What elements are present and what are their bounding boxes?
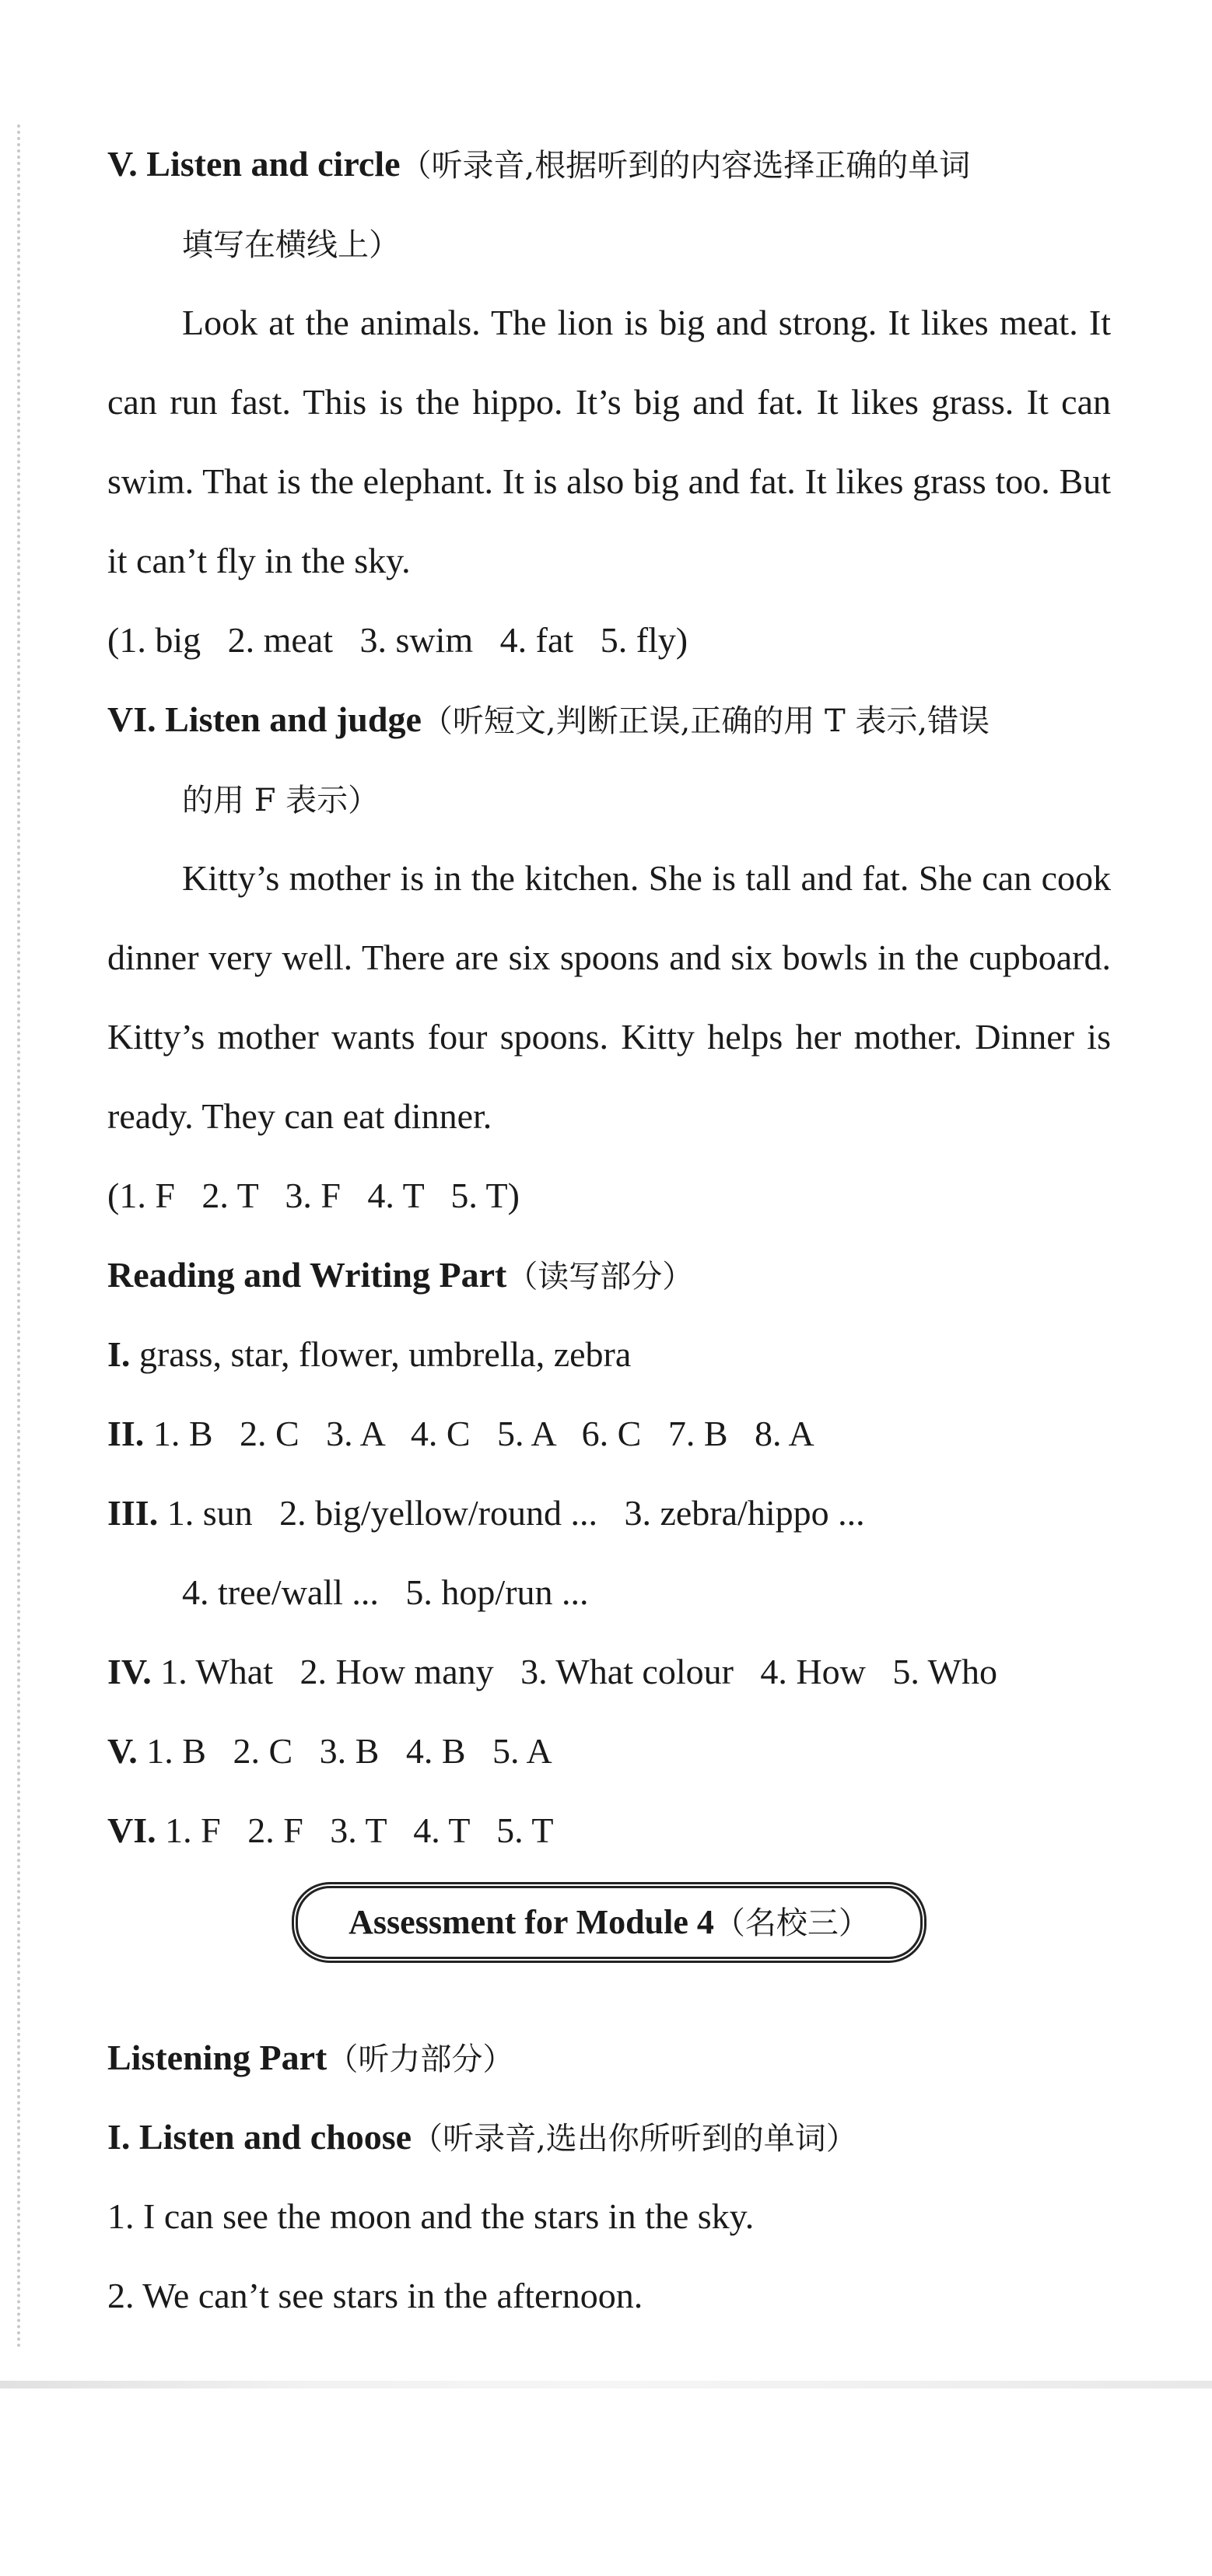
rw-item	[107, 1632, 1111, 1712]
rw-item-answers: 1. B 2. C 3. B 4. B 5. A	[146, 1731, 552, 1771]
assessment-title-zh: （名校三）	[713, 1905, 870, 1941]
assessment-title: Assessment for Module 4	[349, 1903, 714, 1941]
listen-choose-instruction: （听录音,选出你所听到的单词）	[412, 2121, 857, 2157]
section-v-answers-text: (1. big 2. meat 3. swim 4. fat 5. fly)	[107, 620, 688, 660]
assessment-title-area	[107, 1870, 1111, 2018]
listening-heading	[107, 2018, 1111, 2098]
scan-edge-smudge	[0, 2381, 1212, 2388]
rw-item-number: II.	[107, 1414, 145, 1453]
binding-dotted-line	[17, 124, 20, 2350]
listening-script-line: 1. I can see the moon and the stars in the sky.	[107, 2196, 755, 2236]
assessment-title-badge	[296, 1886, 923, 1959]
section-v-heading	[107, 124, 1111, 204]
section-vi-heading	[107, 680, 1111, 759]
answer-page	[107, 124, 1111, 2336]
rw-item-continuation	[107, 1553, 1111, 1632]
listening-zh: （听力部分）	[327, 2042, 514, 2077]
rw-item	[107, 1712, 1111, 1791]
rw-item-number: IV.	[107, 1652, 152, 1691]
rw-item-number: I.	[107, 1334, 131, 1374]
listen-choose-heading	[107, 2098, 1111, 2177]
listening-title: Listening Part	[107, 2038, 328, 2077]
section-vi-answers-text: (1. F 2. T 3. F 4. T 5. T)	[107, 1176, 520, 1215]
rw-item-number: III.	[107, 1493, 159, 1533]
rw-item-answers: 1. sun 2. big/yellow/round ... 3. zebra/hippo ...	[166, 1493, 865, 1533]
listening-script-line: 2. We can’t see stars in the afternoon.	[107, 2276, 643, 2315]
section-vi-instruction-2: 的用 F 表示）	[182, 783, 380, 818]
section-vi-instruction-cont	[107, 759, 1111, 839]
section-vi-title: VI. Listen and judge	[107, 699, 422, 739]
section-v-title: V. Listen and circle	[107, 144, 401, 184]
section-vi-answers	[107, 1156, 1111, 1235]
rw-item-number: VI.	[107, 1810, 156, 1850]
rw-item	[107, 1315, 1111, 1394]
rw-item	[107, 1474, 1111, 1553]
rw-item	[107, 1791, 1111, 1870]
reading-writing-zh: （读写部分）	[506, 1259, 694, 1295]
section-vi-instruction: （听短文,判断正误,正确的用 T 表示,错误	[421, 703, 990, 739]
rw-item-number: V.	[107, 1731, 138, 1771]
section-v-instruction: （听录音,根据听到的内容选择正确的单词	[400, 148, 971, 184]
rw-item-answers: 4. tree/wall ... 5. hop/run ...	[182, 1572, 589, 1612]
reading-writing-heading	[107, 1235, 1111, 1315]
section-v-answers	[107, 601, 1111, 680]
section-v-instruction-cont	[107, 204, 1111, 283]
section-vi-passage: Kitty’s mother is in the kitchen. She is tall and fat. She can cook dinner very well. There are six spoons and six bowls in the cupboard. Kitty’s mother wants four spoons. Kitty helps her mother. Dinner is ready. They can eat dinner.	[107, 858, 1111, 1136]
rw-item	[107, 1394, 1111, 1474]
section-v-instruction-2: 填写在横线上）	[182, 227, 400, 263]
reading-writing-title: Reading and Writing Part	[107, 1255, 507, 1295]
rw-item-answers: 1. B 2. C 3. A 4. C 5. A 6. C 7. B 8. A	[152, 1414, 814, 1453]
section-v-passage: Look at the animals. The lion is big and strong. It likes meat. It can run fast. This is the hippo. It’s big and fat. It likes grass. It can swim. That is the elephant. It is also big and fat. It likes grass too. But it can’t fly in the sky.	[107, 303, 1111, 580]
rw-item-answers: 1. What 2. How many 3. What colour 4. How 5. Who	[160, 1652, 997, 1691]
rw-item-answers: 1. F 2. F 3. T 4. T 5. T	[165, 1810, 554, 1850]
rw-item-answers: grass, star, flower, umbrella, zebra	[138, 1334, 632, 1374]
listen-choose-title: I. Listen and choose	[107, 2117, 412, 2157]
